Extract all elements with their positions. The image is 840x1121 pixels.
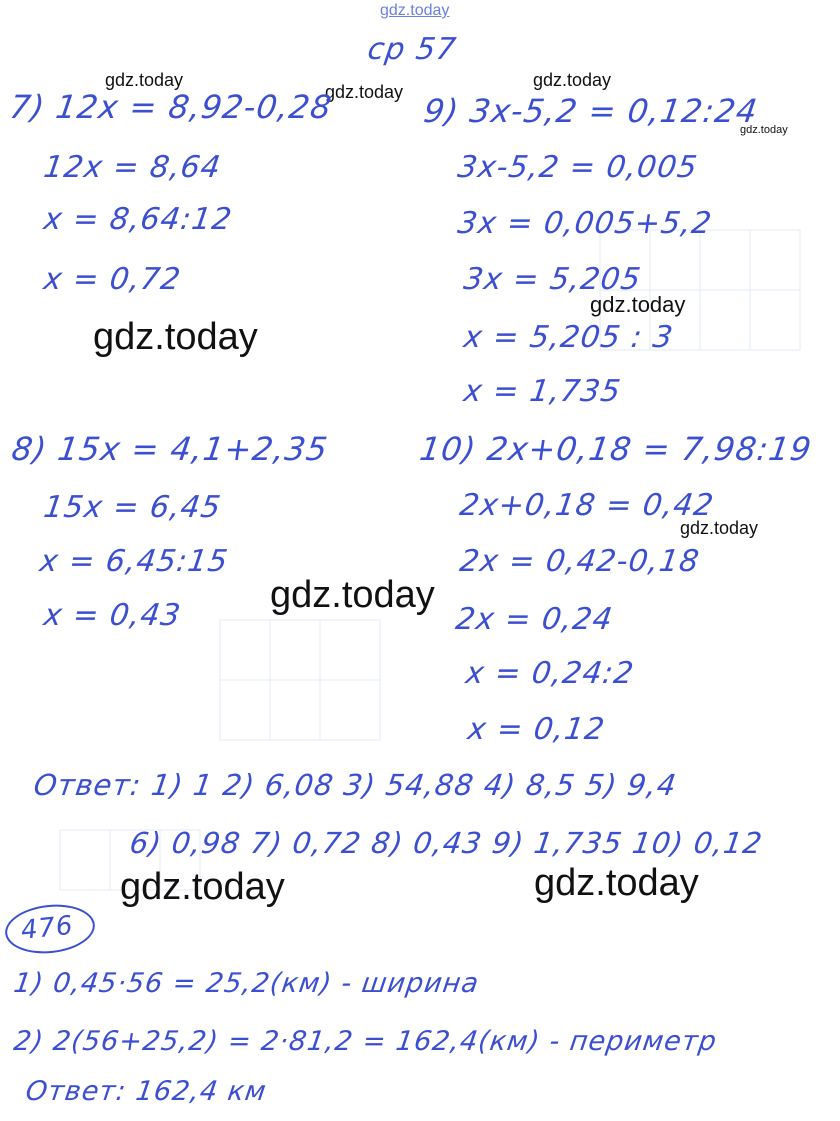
eq-9-line-2: 3x-5,2 = 0,005 [455, 150, 700, 185]
answer-line-1: Ответ: 1) 1 2) 6,08 3) 54,88 4) 8,5 5) 9,4 [31, 768, 679, 802]
eq-8-line-1: 8) 15x = 4,1+2,35 [9, 430, 331, 468]
watermark: gdz.today [590, 292, 686, 317]
task-line-1: 1) 0,45·56 = 25,2(км) - ширина [11, 968, 482, 999]
eq-8-line-3: x = 6,45:15 [37, 544, 231, 579]
answer-line-2: 6) 0,98 7) 0,72 8) 0,43 9) 1,735 10) 0,12 [127, 826, 765, 860]
eq-9-line-6: x = 1,735 [461, 374, 624, 409]
task-line-2: 2) 2(56+25,2) = 2·81,2 = 162,4(км) - периметр [11, 1026, 720, 1057]
watermark: gdz.today [740, 124, 788, 136]
eq-8-line-2: 15x = 6,45 [41, 490, 224, 525]
eq-10-line-5: x = 0,24:2 [463, 656, 637, 691]
eq-10-line-4: 2x = 0,24 [453, 602, 616, 637]
watermark: gdz.today [325, 82, 404, 102]
watermark-large: gdz.today [120, 866, 285, 908]
watermark: gdz.today [680, 518, 759, 538]
eq-10-line-1: 10) 2x+0,18 = 7,98:19 [417, 430, 815, 468]
watermark: gdz.today [533, 70, 612, 90]
task-answer: Ответ: 162,4 км [23, 1076, 269, 1107]
watermark-large: gdz.today [270, 574, 435, 616]
watermark-large: gdz.today [534, 862, 699, 904]
watermark-large: gdz.today [93, 316, 258, 358]
eq-9-line-3: 3x = 0,005+5,2 [455, 206, 715, 241]
eq-9-line-4: 3x = 5,205 [461, 262, 644, 297]
eq-8-line-4: x = 0,43 [41, 598, 184, 633]
eq-7-line-3: x = 8,64:12 [41, 202, 235, 237]
eq-9-line-5: x = 5,205 : 3 [461, 320, 676, 355]
task-number: 476 [19, 910, 75, 946]
page-reference: ср 57 [365, 32, 459, 67]
eq-10-line-2: 2x+0,18 = 0,42 [457, 488, 717, 523]
eq-9-line-1: 9) 3x-5,2 = 0,12:24 [421, 92, 761, 130]
eq-7-line-4: x = 0,72 [41, 262, 184, 297]
site-watermark-top[interactable]: gdz.today [380, 2, 450, 19]
eq-10-line-6: x = 0,12 [465, 712, 608, 747]
watermark: gdz.today [105, 70, 184, 90]
task-number-circle [3, 900, 98, 957]
eq-10-line-3: 2x = 0,42-0,18 [457, 544, 702, 579]
eq-7-line-1: 7) 12x = 8,92-0,28 [7, 88, 335, 126]
eq-7-line-2: 12x = 8,64 [41, 150, 224, 185]
